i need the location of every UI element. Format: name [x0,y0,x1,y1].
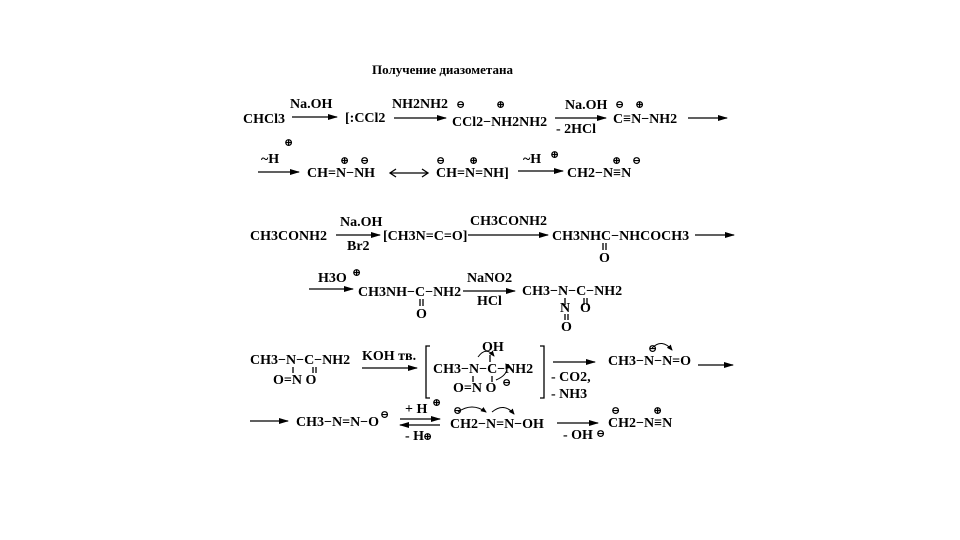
hydroxide-loss-label: - OH [563,428,593,443]
aminoisonitrile-label: C≡N−NH2 [613,112,678,127]
scheme2-row2 [309,267,622,335]
hcl-label: HCl [477,294,502,309]
methylurea-label: CH3NH−C−NH2 [358,285,462,300]
carbonyl-oxygen: O [416,307,427,322]
diazomethane-label: CH2−N≡N [608,416,673,431]
co2-loss-label: - CO2, [551,370,591,385]
minus-charge: ⊖ [632,155,642,167]
nitroso-nitrogen: N [560,301,571,316]
minus-charge: ⊖ [436,155,446,167]
scheme1-row1 [243,97,727,137]
intermediate-bracket-left [426,346,430,398]
intermediate-bracket-right [540,346,544,398]
minus-charge: ⊖ [453,405,463,417]
minus-charge: ⊖ [502,377,512,389]
minus-charge: ⊖ [615,99,625,111]
isocyanate-label: [CH3N=C=O] [383,229,468,244]
diazotate-label: CH3−N=N−O [296,415,380,430]
plus-charge: ⊕ [352,267,362,279]
nitrosomethylurea-label: CH3−N−C−NH2 [522,284,623,299]
plus-charge: ⊕ [635,99,645,111]
bromine-label: Br2 [347,239,370,254]
h-shift-label: ~H [523,152,542,167]
acetamide-reagent-label: CH3CONH2 [470,214,547,229]
hydronium-label: H3O [318,271,347,286]
plus-charge: ⊕ [423,431,433,443]
nitroso-group-label: O=N O [273,373,317,388]
scheme3-row2 [250,397,672,444]
plus-charge: ⊕ [469,155,479,167]
intermediate-b-label: CH=N=NH] [436,166,509,181]
minus-charge: ⊖ [360,155,370,167]
nitroso-oxygen: O [561,320,572,335]
plus-charge: ⊕ [284,137,294,149]
plus-charge: ⊕ [653,405,663,417]
minus-charge: ⊖ [380,409,390,421]
acetylurea-label: CH3NHC−NHCOCH3 [552,229,690,244]
naoh-label: Na.OH [290,97,333,112]
plus-charge: ⊕ [496,99,506,111]
minus-hcl-label: - 2HCl [556,122,597,137]
scheme2-row1 [250,214,734,266]
carbonyl-oxygen: O [580,301,591,316]
adduct-label: CCl2−NH2NH2 [452,115,548,130]
h-shift-label: ~H [261,152,280,167]
naoh-label: Na.OH [340,215,383,230]
koh-label: KOH тв. [362,349,417,364]
scheme-title: Получение диазометана [372,62,513,77]
diazomethane-label: CH2−N≡N [567,166,632,181]
hydrazine-label: NH2NH2 [392,97,448,112]
nh3-loss-label: - NH3 [551,387,588,402]
carbonyl-oxygen: O [599,251,610,266]
scheme3-row1 [250,340,733,402]
protonation-label: + H [405,402,428,417]
sodium-nitrite-label: NaNO2 [467,271,513,286]
methylnitrosamine-anion-label: CH3−N−N=O [608,354,692,369]
plus-charge: ⊕ [340,155,350,167]
minus-charge: ⊖ [456,99,466,111]
minus-charge: ⊖ [648,343,658,355]
chcl3-label: CHCl3 [243,112,285,127]
diazohydroxide-label: CH2−N=N−OH [450,417,544,432]
hydroxyl-label: OH [482,340,504,355]
dichlorocarbene-label: [:CCl2 [345,111,386,126]
minus-charge: ⊖ [611,405,621,417]
tetrahedral-intermediate-label: CH3−N−C−NH2 [433,362,534,377]
scheme1-row2 [258,137,641,181]
plus-charge: ⊕ [550,149,560,161]
plus-charge: ⊕ [432,397,442,409]
plus-charge: ⊕ [612,155,622,167]
intermediate-nitroso-label: O=N O [453,381,497,396]
naoh2-label: Na.OH [565,98,608,113]
nitrosourea-label: CH3−N−C−NH2 [250,353,351,368]
intermediate-a-label: CH=N−NH [307,166,376,181]
electron-arrow [492,407,514,414]
minus-charge: ⊖ [596,428,606,440]
acetamide-label: CH3CONH2 [250,229,327,244]
deprotonation-label: - H [405,429,425,444]
